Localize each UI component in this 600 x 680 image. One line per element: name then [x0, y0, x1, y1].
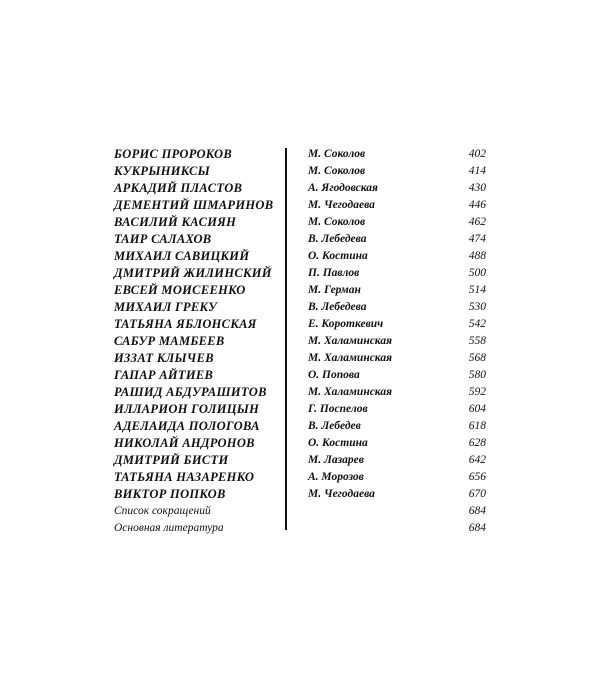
page-number: 414 — [468, 165, 486, 177]
article-author: М. Соколов — [308, 148, 366, 160]
toc-row — [0, 197, 600, 214]
article-author: Г. Поспелов — [308, 403, 368, 415]
artist-name: НИКОЛАЙ АНДРОНОВ — [114, 436, 255, 450]
article-author: П. Павлов — [308, 267, 360, 279]
toc-appendix-row — [0, 520, 600, 537]
page-number: 670 — [468, 488, 486, 500]
page-number: 604 — [468, 403, 486, 415]
artist-name: АДЕЛАИДА ПОЛОГОВА — [114, 419, 260, 433]
article-author: М. Халаминская — [308, 352, 393, 364]
article-author: М. Халаминская — [308, 335, 393, 347]
toc-row — [0, 299, 600, 316]
toc-row — [0, 367, 600, 384]
article-author: О. Костина — [308, 250, 368, 262]
toc-row — [0, 452, 600, 469]
toc-appendix-row — [0, 503, 600, 520]
toc-row — [0, 401, 600, 418]
artist-name: ДМИТРИЙ ЖИЛИНСКИЙ — [114, 266, 272, 280]
artist-name: РАШИД АБДУРАШИТОВ — [114, 385, 267, 399]
table-of-contents — [0, 146, 600, 537]
toc-row — [0, 248, 600, 265]
article-author: А. Морозов — [308, 471, 364, 483]
artist-name: ТАТЬЯНА НАЗАРЕНКО — [114, 470, 255, 484]
artist-name: ВИКТОР ПОПКОВ — [114, 487, 226, 501]
toc-row — [0, 316, 600, 333]
article-author: В. Лебедева — [308, 301, 367, 313]
page-number: 558 — [468, 335, 486, 347]
article-author: М. Чегодаева — [308, 199, 375, 211]
artist-name: ТАИР САЛАХОВ — [114, 232, 212, 246]
artist-name: ДМИТРИЙ БИСТИ — [114, 453, 229, 467]
toc-row — [0, 180, 600, 197]
toc-row — [0, 265, 600, 282]
page-number: 430 — [468, 182, 486, 194]
artist-name: БОРИС ПРОРОКОВ — [114, 147, 232, 161]
article-author: М. Соколов — [308, 216, 366, 228]
article-author: М. Чегодаева — [308, 488, 375, 500]
column-divider — [285, 148, 287, 530]
toc-row — [0, 350, 600, 367]
toc-row — [0, 333, 600, 350]
page-number: 488 — [468, 250, 486, 262]
toc-row — [0, 384, 600, 401]
article-author: А. Ягодовская — [308, 182, 378, 194]
artist-name: МИХАИЛ САВИЦКИЙ — [114, 249, 250, 263]
page-number: 628 — [468, 437, 486, 449]
artist-name: АРКАДИЙ ПЛАСТОВ — [114, 181, 243, 195]
artist-name: ВАСИЛИЙ КАСИЯН — [114, 215, 237, 229]
toc-row — [0, 231, 600, 248]
article-author: М. Герман — [308, 284, 361, 296]
artist-name: САБУР МАМБЕЕВ — [114, 334, 225, 348]
article-author: Е. Короткевич — [308, 318, 384, 330]
article-author: О. Попова — [308, 369, 360, 381]
toc-row — [0, 214, 600, 231]
page-number: 446 — [468, 199, 486, 211]
page-number: 684 — [468, 505, 486, 517]
page-number: 474 — [468, 233, 486, 245]
article-author: В. Лебедев — [308, 420, 361, 432]
toc-row — [0, 469, 600, 486]
page-number: 642 — [468, 454, 486, 466]
artist-name: ЕВСЕЙ МОИСЕЕНКО — [114, 283, 246, 297]
article-author: О. Костина — [308, 437, 368, 449]
article-author: М. Лазарев — [308, 454, 364, 466]
page-number: 592 — [468, 386, 486, 398]
page-number: 514 — [468, 284, 486, 296]
page-number: 618 — [468, 420, 486, 432]
appendix-title: Список сокращений — [114, 505, 211, 517]
page-number: 402 — [468, 148, 486, 160]
article-author: М. Соколов — [308, 165, 366, 177]
artist-name: КУКРЫНИКСЫ — [114, 164, 211, 178]
artist-name: ИЛЛАРИОН ГОЛИЦЫН — [114, 402, 260, 416]
page-number: 580 — [468, 369, 486, 381]
artist-name: МИХАИЛ ГРЕКУ — [114, 300, 218, 314]
toc-row — [0, 435, 600, 452]
page-number: 568 — [468, 352, 486, 364]
artist-name: ТАТЬЯНА ЯБЛОНСКАЯ — [114, 317, 257, 331]
page-number: 656 — [468, 471, 486, 483]
page-number: 462 — [468, 216, 486, 228]
toc-row — [0, 282, 600, 299]
page-number: 684 — [468, 522, 486, 534]
toc-row — [0, 146, 600, 163]
appendix-title: Основная литература — [114, 522, 224, 534]
page-number: 530 — [468, 301, 486, 313]
article-author: М. Халаминская — [308, 386, 393, 398]
page-number: 500 — [468, 267, 486, 279]
artist-name: ГАПАР АЙТИЕВ — [114, 368, 214, 382]
toc-row — [0, 418, 600, 435]
toc-row — [0, 486, 600, 503]
artist-name: ИЗЗАТ КЛЫЧЕВ — [114, 351, 214, 365]
toc-row — [0, 163, 600, 180]
article-author: В. Лебедева — [308, 233, 367, 245]
artist-name: ДЕМЕНТИЙ ШМАРИНОВ — [114, 198, 274, 212]
page-number: 542 — [468, 318, 486, 330]
